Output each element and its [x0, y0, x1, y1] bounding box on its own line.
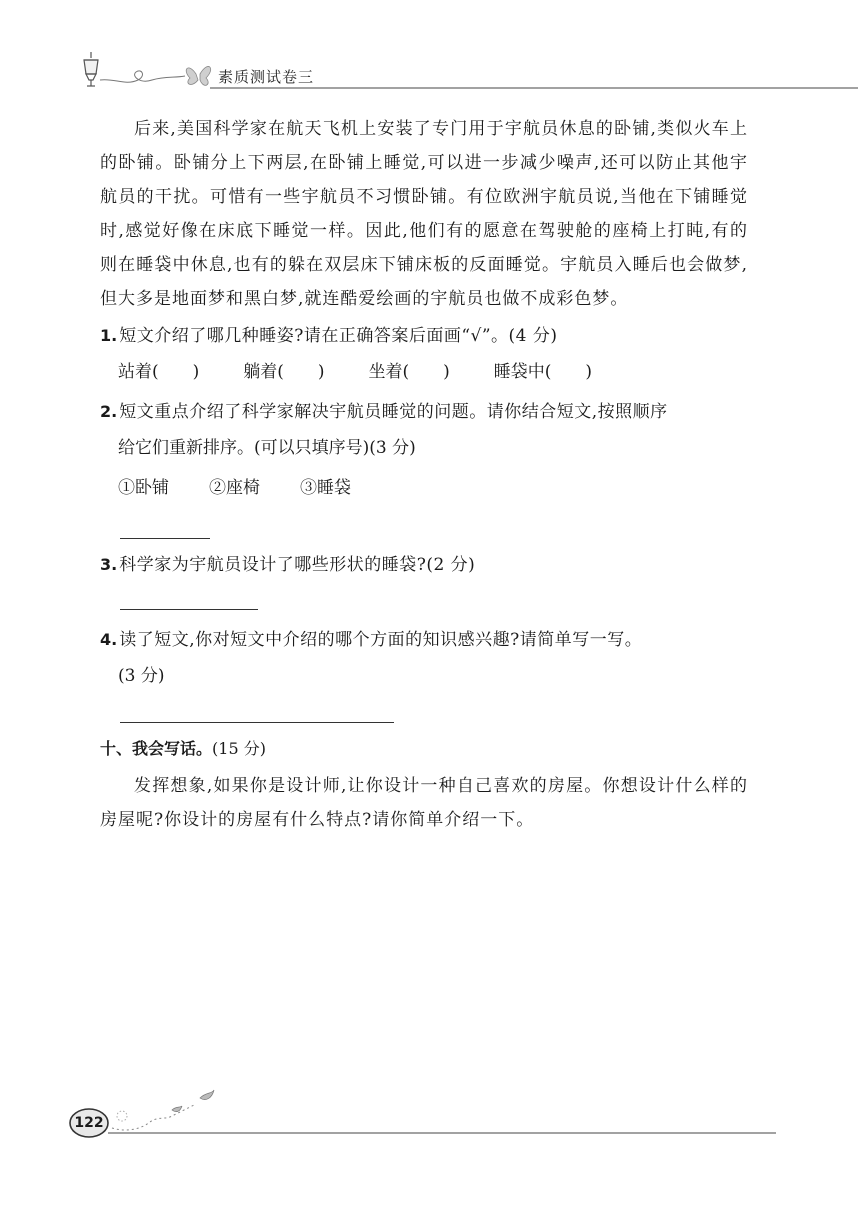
question-2-number: 2. [100, 402, 118, 421]
question-1-text: 短文介绍了哪几种睡姿?请在正确答案后面画“√”。(4 分) [119, 326, 558, 346]
question-1-number: 1. [100, 326, 118, 345]
page-footer [0, 1080, 860, 1140]
answer-line-3[interactable] [120, 587, 258, 610]
option-sleeping-bag[interactable]: 睡袋中( ) [493, 362, 593, 382]
butterfly-icon [186, 66, 210, 85]
question-1 [100, 318, 748, 354]
option-bag: ③睡袋 [300, 478, 351, 498]
question-2-options [100, 470, 748, 506]
header-decoration [0, 0, 860, 100]
question-3-number: 3. [100, 555, 118, 574]
dotted-swirl [112, 1104, 196, 1130]
question-2-text: 短文重点介绍了科学家解决宇航员睡觉的问题。请你结合短文,按照顺序 [119, 402, 668, 422]
section-10-title [100, 731, 748, 767]
question-2 [100, 394, 748, 430]
main-content [100, 112, 748, 837]
page-number: 122 [74, 1115, 104, 1131]
section-10-heading: 十、我会写话。 [100, 739, 213, 758]
answer-line-2[interactable] [120, 516, 210, 539]
question-3 [100, 547, 748, 583]
question-4 [100, 622, 748, 658]
option-seat: ②座椅 [209, 478, 260, 498]
answer-line-4[interactable] [120, 700, 394, 723]
option-standing[interactable]: 站着( ) [118, 362, 200, 382]
passage-paragraph: 后来,美国科学家在航天飞机上安装了专门用于宇航员休息的卧铺,类似火车上的卧铺。卧铺分上下两层,在卧铺上睡觉,可以进一步减少噪声,还可以防止其他宇航员的干扰。可惜有一些宇航员不习惯卧铺。有位欧洲宇航员说,当他在下铺睡觉时,感觉好像在床底下睡觉一样。因此,他们有的愿意在驾驶舱的座椅上打盹,有的则在睡袋中休息,也有的躲在双层床下铺床板的反面睡觉。宇航员入睡后也会做梦,但大多是地面梦和黑白梦,就连酷爱绘画的宇航员也做不成彩色梦。 [100, 119, 748, 309]
swirl-line [100, 71, 185, 82]
question-1-options [100, 354, 748, 390]
header-title: 素质测试卷三 [218, 68, 315, 86]
footer-decoration [0, 1080, 860, 1140]
bird-icon [172, 1090, 214, 1112]
question-4-text-cont: (3 分) [118, 666, 165, 686]
section-10-prompt: 发挥想象,如果你是设计师,让你设计一种自己喜欢的房屋。你想设计什么样的房屋呢?你设计的房屋有什么特点?请你简单介绍一下。 [100, 776, 748, 830]
page-header [0, 0, 860, 100]
question-4-number: 4. [100, 630, 118, 649]
lantern-icon [84, 52, 98, 86]
section-10-score: (15 分) [212, 739, 266, 758]
question-3-text: 科学家为宇航员设计了哪些形状的睡袋?(2 分) [119, 555, 476, 575]
question-4-text: 读了短文,你对短文中介绍的哪个方面的知识感兴趣?请简单写一写。 [119, 630, 643, 650]
option-sitting[interactable]: 坐着( ) [368, 362, 450, 382]
option-lying[interactable]: 躺着( ) [243, 362, 325, 382]
option-bunk: ①卧铺 [118, 478, 169, 498]
question-2-text-cont: 给它们重新排序。(可以只填序号)(3 分) [118, 438, 416, 458]
